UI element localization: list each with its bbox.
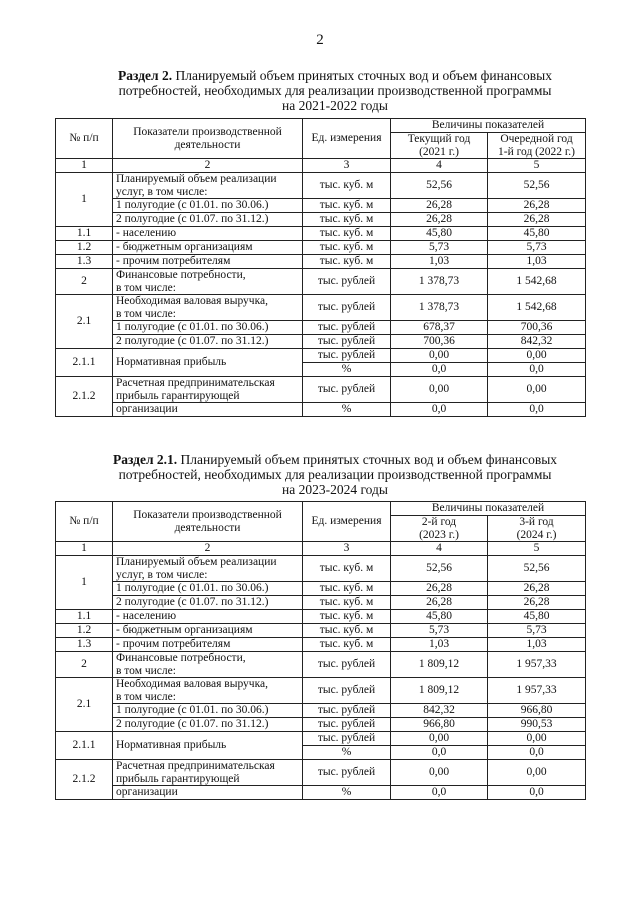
title-line: потребностей, необходимых для реализации производственной программы bbox=[118, 83, 552, 98]
title-line: Планируемый объем принятых сточных вод и объем финансовых bbox=[180, 452, 558, 467]
table-row: организации % 0,0 0,0 bbox=[56, 786, 586, 800]
table-row: 1 полугодие (с 01.01. по 30.06.) тыс. куб. м 26,28 26,28 bbox=[56, 199, 586, 213]
table-2021-2022 bbox=[55, 118, 586, 417]
table-row: организации % 0,0 0,0 bbox=[56, 403, 586, 417]
table-row: 1 Планируемый объем реализации услуг, в том числе: тыс. куб. м 52,56 52,56 bbox=[56, 556, 586, 582]
header-unit: Ед. измерения bbox=[303, 502, 391, 542]
table-2023-2024 bbox=[55, 501, 586, 800]
table-row: 2 полугодие (с 01.07. по 31.12.) тыс. рублей 966,80 990,53 bbox=[56, 718, 586, 732]
table-row: 2.1.1 Нормативная прибыль тыс. рублей 0,00 0,00 bbox=[56, 732, 586, 746]
table-row: 1 Планируемый объем реализации услуг, в том числе: тыс. куб. м 52,56 52,56 bbox=[56, 173, 586, 199]
header-num: № п/п bbox=[56, 119, 113, 159]
table-row: 1.2 - бюджетным организациям тыс. куб. м 5,73 5,73 bbox=[56, 241, 586, 255]
table-row: 2 полугодие (с 01.07. по 31.12.) тыс. рублей 700,36 842,32 bbox=[56, 335, 586, 349]
table-row: 2.1.1 Нормативная прибыль тыс. рублей 0,00 0,00 bbox=[56, 349, 586, 363]
table-row: 2.1 Необходимая валовая выручка, в том числе: тыс. рублей 1 378,73 1 542,68 bbox=[56, 295, 586, 321]
section-title-2023 bbox=[40, 452, 630, 497]
column-numbers-row: 1 2 3 4 5 bbox=[56, 542, 586, 556]
table-row: 2.1 Необходимая валовая выручка, в том числе: тыс. рублей 1 809,12 1 957,33 bbox=[56, 678, 586, 704]
header-col4: Текущий год (2021 г.) bbox=[391, 133, 488, 159]
header-col4: 2-й год (2023 г.) bbox=[391, 516, 488, 542]
section-label: Раздел 2.1. bbox=[112, 452, 178, 467]
page-number: 2 bbox=[316, 32, 324, 48]
header-indicator: Показатели производственной деятельности bbox=[113, 119, 303, 159]
section-title-2021 bbox=[40, 68, 630, 113]
header-unit: Ед. измерения bbox=[303, 119, 391, 159]
table-row: 1 полугодие (с 01.01. по 30.06.) тыс. рублей 678,37 700,36 bbox=[56, 321, 586, 335]
table-row: 1 полугодие (с 01.01. по 30.06.) тыс. рублей 842,32 966,80 bbox=[56, 704, 586, 718]
table-row: 2 полугодие (с 01.07. по 31.12.) тыс. куб. м 26,28 26,28 bbox=[56, 213, 586, 227]
table-row: 1.3 - прочим потребителям тыс. куб. м 1,03 1,03 bbox=[56, 255, 586, 269]
table-row: 1.1 - населению тыс. куб. м 45,80 45,80 bbox=[56, 610, 586, 624]
table-row: 2 полугодие (с 01.07. по 31.12.) тыс. куб. м 26,28 26,28 bbox=[56, 596, 586, 610]
table-row: 2 Финансовые потребности, в том числе: тыс. рублей 1 809,12 1 957,33 bbox=[56, 652, 586, 678]
header-values: Величины показателей bbox=[391, 119, 586, 133]
table-row: 1.2 - бюджетным организациям тыс. куб. м 5,73 5,73 bbox=[56, 624, 586, 638]
table-row: 1 полугодие (с 01.01. по 30.06.) тыс. куб. м 26,28 26,28 bbox=[56, 582, 586, 596]
title-line: потребностей, необходимых для реализации производственной программы bbox=[118, 467, 552, 482]
title-line: на 2023-2024 годы bbox=[282, 482, 388, 497]
title-line: Планируемый объем принятых сточных вод и объем финансовых bbox=[175, 68, 552, 83]
section-label: Раздел 2. bbox=[118, 68, 173, 83]
header-num: № п/п bbox=[56, 502, 113, 542]
header-values: Величины показателей bbox=[391, 502, 586, 516]
table-row: % 0,0 0,0 bbox=[56, 746, 586, 760]
header-col5: Очередной год 1-й год (2022 г.) bbox=[488, 133, 586, 159]
header-indicator: Показатели производственной деятельности bbox=[113, 502, 303, 542]
column-numbers-row: 1 2 3 4 5 bbox=[56, 159, 586, 173]
title-line: на 2021-2022 годы bbox=[282, 98, 388, 113]
header-col5: 3-й год (2024 г.) bbox=[488, 516, 586, 542]
table-row: 1.1 - населению тыс. куб. м 45,80 45,80 bbox=[56, 227, 586, 241]
table-row: 2.1.2 Расчетная предпринимательская прибыль гарантирующей тыс. рублей 0,00 0,00 bbox=[56, 377, 586, 403]
table-row: 2.1.2 Расчетная предпринимательская прибыль гарантирующей тыс. рублей 0,00 0,00 bbox=[56, 760, 586, 786]
table-row: % 0,0 0,0 bbox=[56, 363, 586, 377]
table-row: 1.3 - прочим потребителям тыс. куб. м 1,03 1,03 bbox=[56, 638, 586, 652]
table-row: 2 Финансовые потребности, в том числе: тыс. рублей 1 378,73 1 542,68 bbox=[56, 269, 586, 295]
